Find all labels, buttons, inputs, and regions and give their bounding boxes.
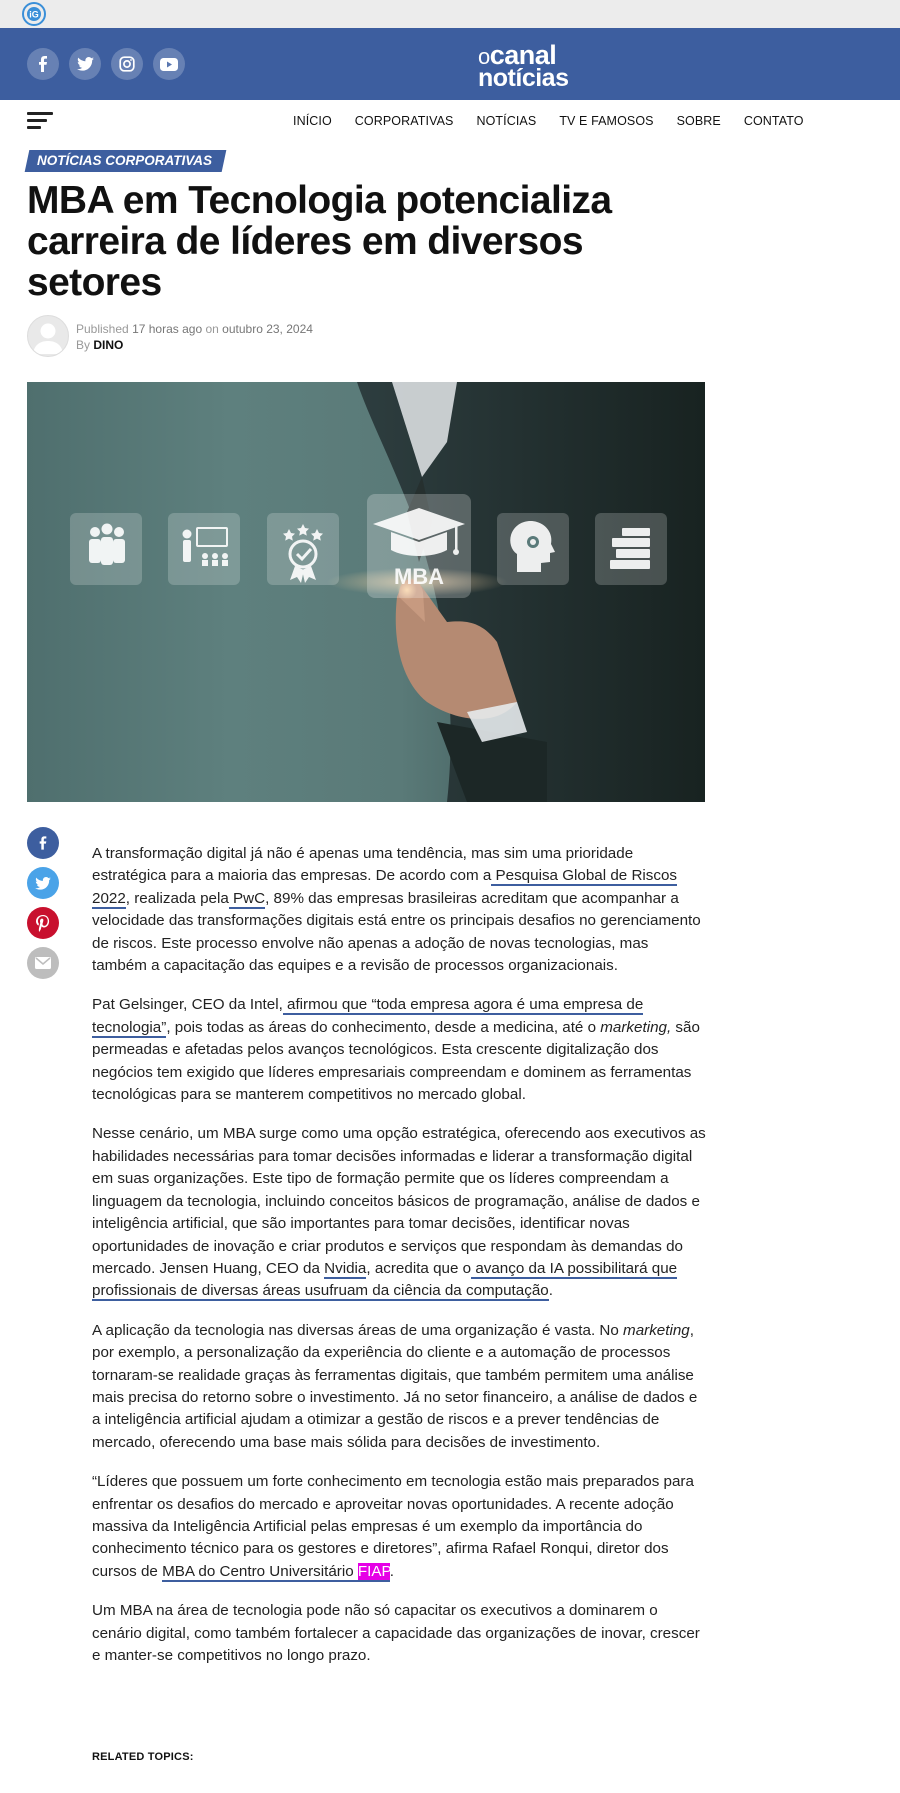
author-avatar [27, 315, 69, 357]
published-relative-time: 17 horas ago [132, 322, 203, 336]
article-body [92, 843, 706, 1684]
logo-line1: ocanal [478, 40, 557, 70]
share-email-icon[interactable] [27, 947, 59, 979]
nav-item-tv-e-famosos[interactable]: TV E FAMOSOS [559, 114, 654, 128]
byline [27, 315, 527, 357]
user-icon [28, 316, 68, 356]
link-nvidia[interactable]: Nvidia [324, 1259, 367, 1277]
nav-links [293, 114, 804, 128]
paragraph-6: Um MBA na área de tecnologia pode não só capacitar os executivos a dominarem o cenário digital, como também fortalecer a capacidade das organizações de inovar, crescer e manter-se competitivos no longo prazo. [92, 1602, 700, 1664]
main-nav [0, 100, 900, 142]
nav-item-corporativas[interactable]: CORPORATIVAS [354, 114, 454, 128]
category-badge[interactable]: NOTÍCIAS CORPORATIVAS [25, 150, 227, 172]
paragraph-1: A transformação digital já não é apenas uma tendência, mas sim uma prioridade estratégica para a maioria das empresas. De acordo com a Pesquisa Global de Riscos 2022, realizada pela PwC, 89% das empresas brasileiras acreditam que acompanhar a velocidade das transformações digitais está entre os principais desafios no gerenciamento de riscos. Este processo envolve não apenas a adoção de novas tecnologias, mas também a capacitação das equipes e a revisão de processos organizacionais. [92, 845, 701, 975]
paragraph-5: “Líderes que possuem um forte conhecimento em tecnologia estão mais preparados para enfrentar os desafios do mercado e aproveitar novas oportunidades. A recente adoção massiva da Inteligência Artificial pelas empresas é um exemplo da importância do conhecimento técnico para os gestores e diretores”, afirma Rafael Ronqui, diretor dos cursos de MBA do Centro Universitário FIAP. [92, 1473, 694, 1580]
nav-item-inicio[interactable]: INÍCIO [293, 114, 332, 128]
header-social-links [27, 48, 185, 80]
share-pinterest-icon[interactable] [27, 907, 59, 939]
highlight-fiap: FIAP [357, 1562, 390, 1580]
twitter-icon[interactable] [69, 48, 101, 80]
link-avanco-da-ia[interactable]: avanço da IA possibilitará que profissionais de diversas áreas usufruam da ciência da computação [92, 1259, 678, 1300]
share-facebook-icon[interactable] [27, 827, 59, 859]
hero-image [27, 382, 705, 802]
instagram-icon[interactable] [111, 48, 143, 80]
nav-item-contato[interactable]: CONTATO [743, 114, 804, 128]
byline-meta: Published 17 horas ago on outubro 23, 2024 By DINO [76, 322, 313, 352]
related-topics-label: RELATED TOPICS: [92, 1751, 194, 1763]
article-title: MBA em Tecnologia potencializa carreira de líderes em diversos setores [27, 179, 612, 304]
facebook-icon[interactable] [27, 48, 59, 80]
top-strip [0, 0, 900, 28]
link-pwc[interactable]: PwC [228, 889, 266, 907]
nav-item-noticias[interactable]: NOTÍCIAS [476, 114, 537, 128]
ig-logo-icon[interactable] [22, 2, 46, 26]
paragraph-3: Nesse cenário, um MBA surge como uma opção estratégica, oferecendo aos executivos as habilidades necessárias para tomar decisões informadas e liderar a transformação digital em suas organizações. Este tipo de formação permite que os líderes compreendam a linguagem da tecnologia, incluindo conceitos básicos de programação, análise de dados e inteligência artificial, que são importantes para tomar decisões, identificar novas oportunidades de inovação e criar produtos e serviços que respondam às demandas do mercado. Jensen Huang, CEO da Nvidia, acredita que o avanço da IA possibilitará que profissionais de diversas áreas usufruam da ciência da computação. [92, 1125, 706, 1300]
site-logo[interactable] [478, 38, 578, 90]
hero-illustration [27, 382, 705, 802]
paragraph-2: Pat Gelsinger, CEO da Intel, afirmou que “toda empresa agora é uma empresa de tecnologia”, pois todas as áreas do conhecimento, desde a medicina, até o marketing, são permeadas e afetadas pelos avanços tecnológicos. Esta crescente digitalização dos negócios tem exigido que líderes empresariais compreendam e dominem as ferramentas tecnológicas para se manterem competitivos no mercado global. [92, 996, 700, 1104]
logo-line2: notícias [478, 64, 569, 92]
menu-icon[interactable] [27, 112, 53, 130]
paragraph-4: A aplicação da tecnologia nas diversas áreas de uma organização é vasta. No marketing, por exemplo, a personalização da experiência do cliente e a automação de processos tornaram-se realidade graças às ferramentas digitais, que também permitem uma análise mais precisa do retorno sobre o investimento. Já no setor financeiro, a análise de dados e a inteligência artificial ajudam a otimizar a gestão de riscos e a prever tendências de mercado, oferecendo uma base mais sólida para decisões de investimento. [92, 1321, 698, 1451]
site-header [0, 28, 900, 100]
link-toda-empresa-tecnologia[interactable]: afirmou que “toda empresa agora é uma empresa de tecnologia” [92, 996, 644, 1036]
published-date: outubro 23, 2024 [222, 322, 313, 336]
share-buttons [27, 827, 59, 987]
svg-text:iG: iG [29, 9, 39, 20]
share-twitter-icon[interactable] [27, 867, 59, 899]
link-mba-fiap[interactable]: MBA do Centro Universitário FIAP [162, 1562, 390, 1580]
nav-item-sobre[interactable]: SOBRE [676, 114, 721, 128]
youtube-icon[interactable] [153, 48, 185, 80]
author-link[interactable]: DINO [93, 338, 124, 352]
hero-mba-label: MBA [393, 564, 445, 589]
link-pesquisa-global-de-riscos[interactable]: Pesquisa Global de Riscos 2022 [92, 867, 678, 907]
